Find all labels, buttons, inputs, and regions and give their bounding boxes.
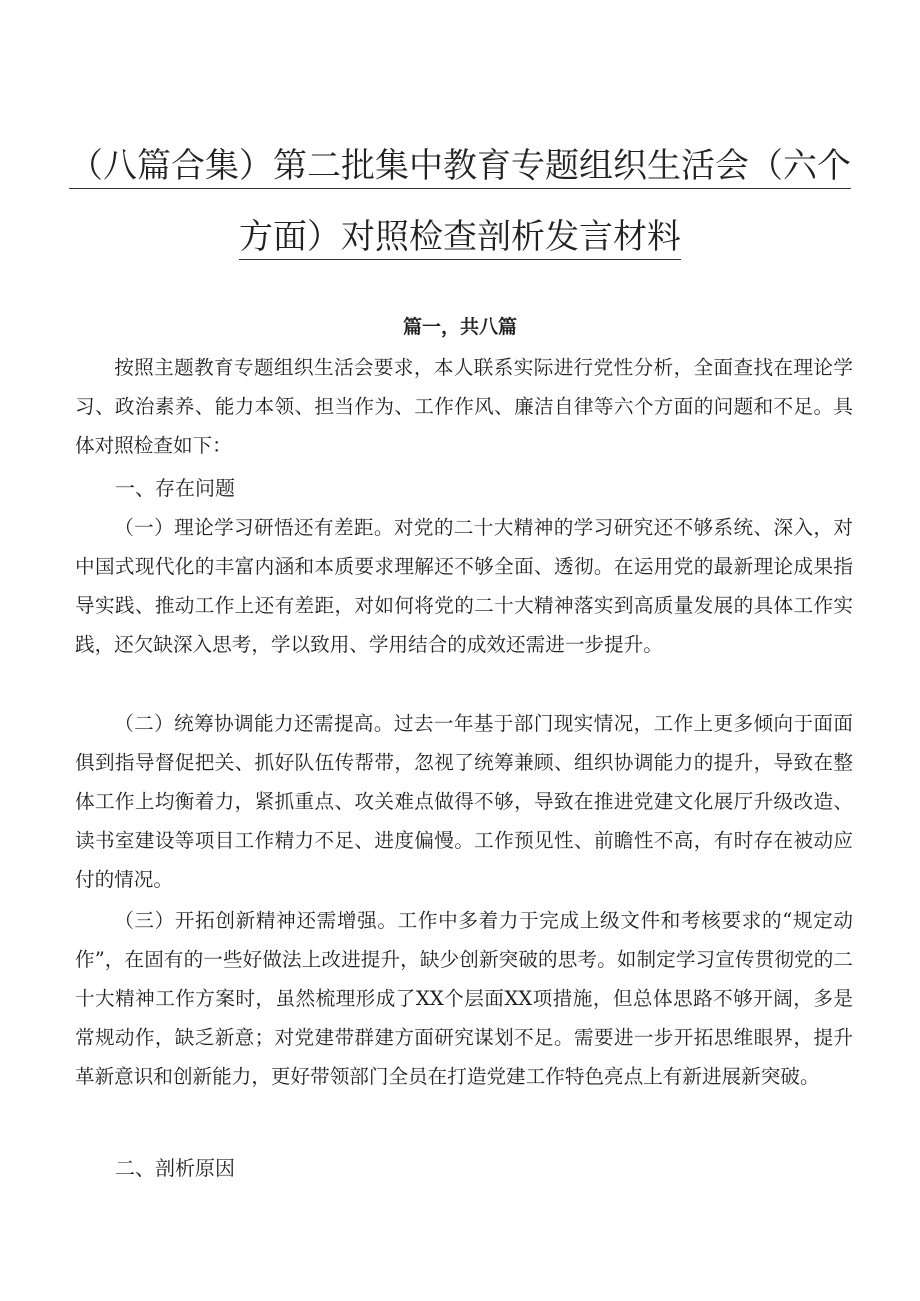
intro-paragraph: 按照主题教育专题组织生活会要求，本人联系实际进行党性分析，全面查找在理论学习、政治素养、能力本领、担当作为、工作作风、廉洁自律等六个方面的问题和不足。具体对照检查如下： — [75, 356, 853, 457]
section-heading-problems: 一、存在问题 — [115, 476, 235, 500]
document-title-line-1 — [0, 138, 920, 187]
document-subtitle: 篇一，共八篇 — [402, 316, 517, 338]
section-heading-causes: 二、剖析原因 — [115, 1156, 235, 1180]
problem-paragraph-1: （一）理论学习研悟还有差距。对党的二十大精神的学习研究还不够系统、深入，对中国式现代化的丰富内涵和本质要求理解还不够全面、透彻。在运用党的最新理论成果指导实践、推动工作上还有差距，对如何将党的二十大精神落实到高质量发展的具体工作实践，还欠缺深入思考，学以致用、学用结合的成效还需进一步提升。 — [75, 516, 853, 656]
problem-paragraph-2: （二）统筹协调能力还需提高。过去一年基于部门现实情况，工作上更多倾向于面面俱到指导督促把关、抓好队伍传帮带，忽视了统筹兼顾、组织协调能力的提升，导致在整体工作上均衡着力，紧抓重点、攻关难点做得不够，导致在推进党建文化展厅升级改造、读书室建设等项目工作精力不足、进度偏慢。工作预见性、前瞻性不高，有时存在被动应付的情况。 — [75, 712, 853, 891]
document-title-text-2: 方面）对照检查剖析发言材料 — [239, 217, 681, 260]
problem-paragraph-3: （三）开拓创新精神还需增强。工作中多着力于完成上级文件和考核要求的“规定动作”，在固有的一些好做法上改进提升，缺少创新突破的思考。如制定学习宣传贯彻党的二十大精神工作方案时，虽然梳理形成了XX个层面XX项措施，但总体思路不够开阔，多是常规动作，缺乏新意；对党建带群建方面研究谋划不足。需要进一步开拓思维眼界，提升革新意识和创新能力，更好带领部门全员在打造党建工作特色亮点上有新进展新突破。 — [75, 909, 853, 1088]
document-title-line-2 — [0, 209, 920, 258]
document-title-text-1: （八篇合集）第二批集中教育专题组织生活会（六个 — [69, 146, 851, 189]
